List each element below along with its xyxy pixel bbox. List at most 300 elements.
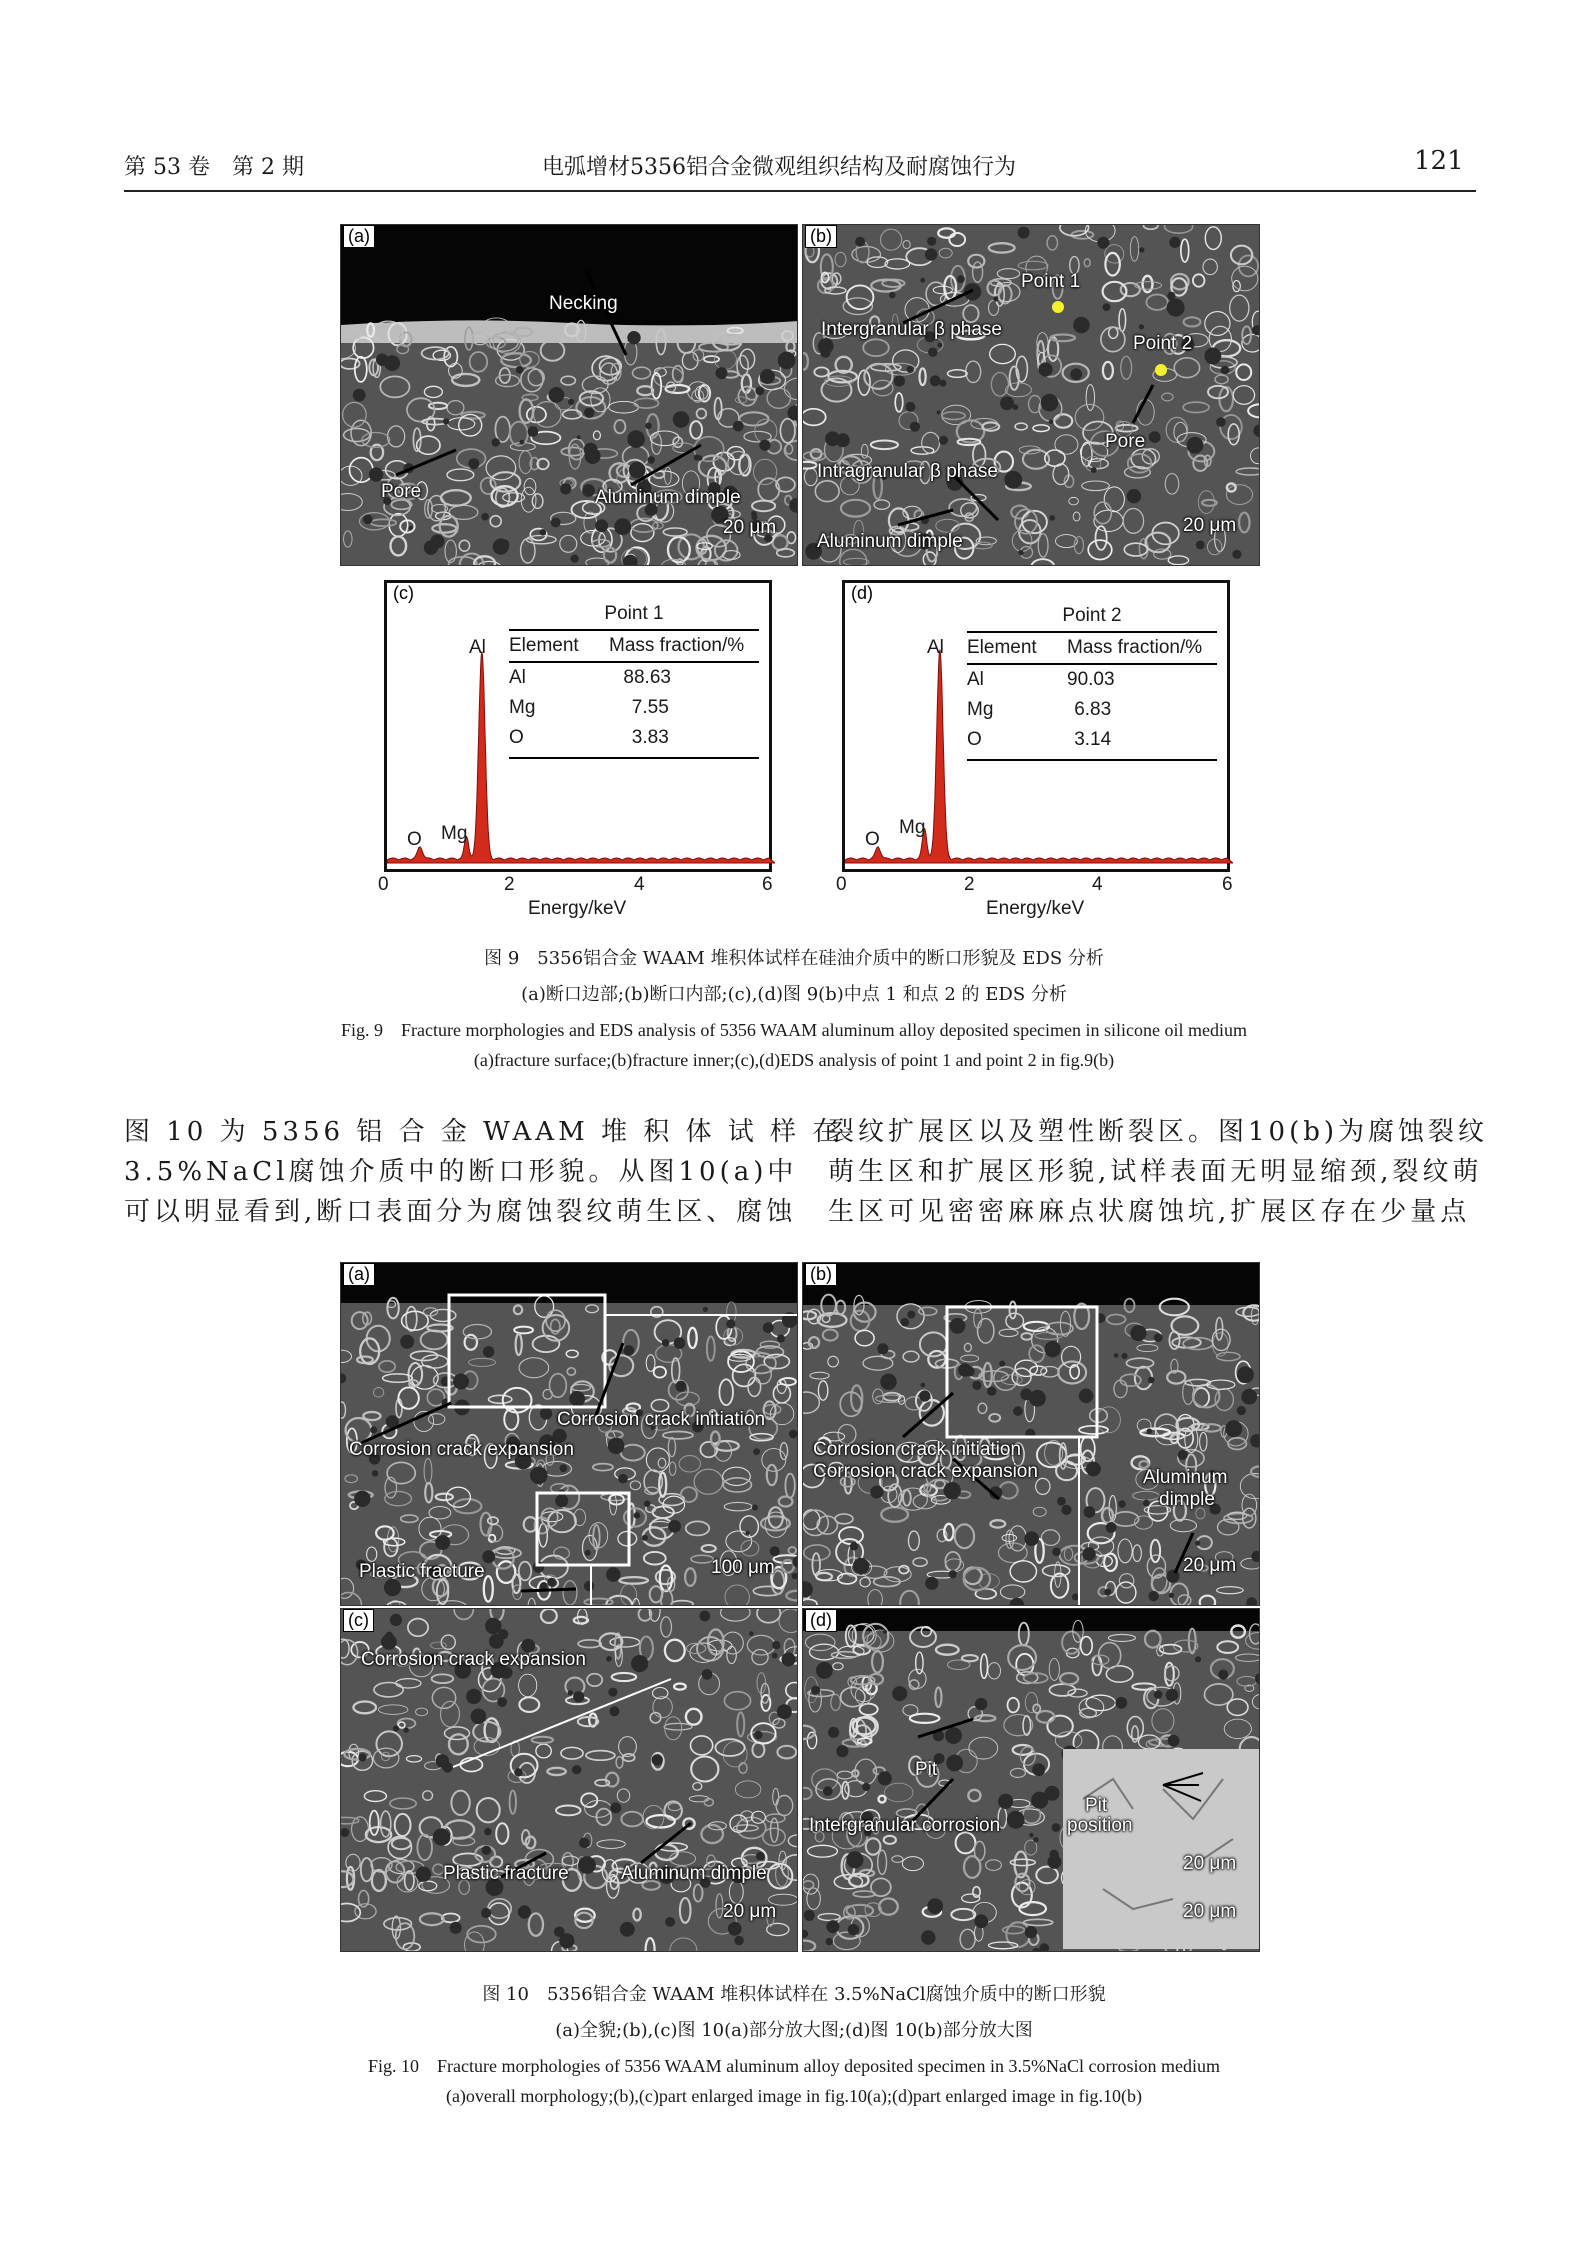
texture-mark xyxy=(1239,513,1249,533)
texture-pit xyxy=(1007,1811,1025,1829)
texture-pit xyxy=(485,1618,501,1634)
fig10-d-scale-inset: 20 μm xyxy=(1183,1853,1237,1874)
fig10-a-texture xyxy=(341,1263,798,1606)
texture-pit xyxy=(907,1311,915,1319)
texture-pit xyxy=(520,440,525,445)
texture-pit xyxy=(369,467,383,481)
texture-mark xyxy=(587,1674,602,1686)
texture-mark xyxy=(1103,362,1113,379)
body-line: 萌生区和扩展区形貌,试样表面无明显缩颈,裂纹萌 xyxy=(828,1157,1483,1187)
texture-mark xyxy=(833,1663,843,1670)
texture-mark xyxy=(548,1510,576,1532)
texture-mark xyxy=(1062,1346,1081,1367)
texture-pit xyxy=(957,275,965,283)
texture-mark xyxy=(803,1510,820,1530)
texture-pit xyxy=(1168,1735,1180,1747)
texture-mark xyxy=(1184,317,1201,326)
texture-pit xyxy=(928,348,937,357)
texture-mark xyxy=(671,1601,693,1606)
texture-pit xyxy=(482,1846,491,1855)
texture-mark xyxy=(395,1814,411,1836)
texture-mark xyxy=(1152,1568,1167,1592)
texture-pit xyxy=(547,1578,556,1587)
fig9-c-tick: 0 xyxy=(378,874,389,895)
texture-pit xyxy=(560,1464,568,1472)
texture-pit xyxy=(1091,467,1097,473)
texture-pit xyxy=(907,366,914,373)
fig9-d-tick: 4 xyxy=(1092,874,1103,895)
texture-mark xyxy=(578,1640,601,1648)
texture-pit xyxy=(1114,1353,1119,1358)
fig9-b-point2: Point 2 xyxy=(1133,333,1193,354)
texture-pit xyxy=(975,1698,987,1710)
texture-pit xyxy=(435,1535,450,1550)
texture-mark xyxy=(1228,424,1239,445)
texture-pit xyxy=(1106,1522,1117,1533)
texture-pit xyxy=(518,1905,531,1918)
texture-mark xyxy=(786,1591,798,1601)
texture-mark xyxy=(1236,364,1251,380)
texture-pit xyxy=(1038,362,1052,376)
texture-pit xyxy=(627,430,645,448)
texture-pit xyxy=(927,1898,943,1914)
texture-pit xyxy=(493,539,509,555)
fig9-sub-zh: (a)断口边部;(b)断口内部;(c),(d)图 9(b)中点 1 和点 2 的 EDS 分析 xyxy=(521,984,1067,1005)
texture-pit xyxy=(778,352,796,370)
texture-pit xyxy=(579,1838,590,1849)
texture-mark xyxy=(1107,1315,1126,1325)
texture-mark xyxy=(864,1634,881,1649)
texture-mark xyxy=(519,1697,539,1712)
texture-pit xyxy=(1167,292,1175,300)
texture-pit xyxy=(549,387,565,403)
texture-mark xyxy=(664,1723,692,1730)
texture-pit xyxy=(370,1426,377,1433)
texture-mark xyxy=(716,1894,723,1918)
fig10-a-label: (a) xyxy=(343,1263,375,1286)
texture-pit xyxy=(999,1361,1005,1367)
texture-mark xyxy=(685,1568,695,1586)
texture-mark xyxy=(966,361,981,382)
texture-pit xyxy=(1115,1697,1127,1709)
texture-pit xyxy=(883,1630,887,1634)
texture-mark xyxy=(913,1558,927,1566)
texture-mark xyxy=(391,536,407,555)
texture-pit xyxy=(569,1391,585,1407)
texture-mark xyxy=(835,1514,853,1524)
texture-mark xyxy=(1239,255,1258,276)
texture-pit xyxy=(1061,1505,1071,1515)
texture-pit xyxy=(1154,1333,1163,1342)
texture-pit xyxy=(878,1771,892,1785)
texture-mark xyxy=(519,1358,549,1378)
fig10-panel-c xyxy=(340,1608,798,1952)
texture-pit xyxy=(862,1783,870,1791)
fig9-c-el: Mg xyxy=(509,697,536,718)
texture-mark xyxy=(964,1343,971,1351)
texture-pit xyxy=(642,479,650,487)
texture-mark xyxy=(429,1414,445,1425)
texture-pit xyxy=(1221,366,1230,375)
texture-mark xyxy=(763,1405,780,1415)
texture-mark xyxy=(1133,1491,1160,1500)
texture-mark xyxy=(803,409,826,426)
texture-mark xyxy=(1010,1561,1036,1582)
texture-pit xyxy=(1195,1656,1201,1662)
texture-mark xyxy=(679,1456,700,1472)
body-line: 裂纹扩展区以及塑性断裂区。图10(b)为腐蚀裂纹 xyxy=(828,1117,1489,1147)
texture-mark xyxy=(432,1674,454,1683)
texture-pit xyxy=(998,1794,1013,1809)
texture-mark xyxy=(528,369,544,385)
texture-mark xyxy=(581,1793,597,1807)
texture-mark xyxy=(514,1327,533,1334)
texture-pit xyxy=(789,498,798,513)
texture-mark xyxy=(814,367,828,376)
texture-mark xyxy=(1200,1596,1215,1606)
fig9-b-point1: Point 1 xyxy=(1021,271,1081,292)
fig10-c-dimple: Aluminum dimple xyxy=(621,1863,767,1884)
texture-pit xyxy=(595,519,608,532)
texture-mark xyxy=(519,1562,531,1581)
texture-pit xyxy=(674,1337,686,1349)
texture-mark xyxy=(341,494,362,511)
texture-mark xyxy=(920,368,926,385)
fig9-b-inter: Intergranular β phase xyxy=(821,319,1002,340)
texture-mark xyxy=(767,388,790,408)
texture-mark xyxy=(1130,237,1138,262)
texture-pit xyxy=(728,1922,742,1936)
texture-pit xyxy=(1232,550,1241,559)
texture-mark xyxy=(1084,259,1090,267)
texture-mark xyxy=(803,1599,817,1606)
texture-mark xyxy=(436,1494,453,1501)
texture-mark xyxy=(644,1552,666,1565)
texture-mark xyxy=(1079,1698,1104,1717)
texture-mark xyxy=(593,1464,613,1471)
fig10-d-label: (d) xyxy=(805,1609,837,1632)
texture-pit xyxy=(826,1920,839,1933)
texture-pit xyxy=(987,1387,996,1396)
texture-mark xyxy=(938,228,955,237)
texture-pit xyxy=(905,402,915,412)
texture-mark xyxy=(767,1465,777,1485)
fig9-c-tick: 2 xyxy=(504,874,515,895)
texture-pit xyxy=(1149,1591,1159,1601)
texture-mark xyxy=(835,252,846,266)
texture-mark xyxy=(556,1806,581,1816)
texture-mark xyxy=(1064,1548,1072,1561)
texture-mark xyxy=(566,1350,578,1357)
texture-mark xyxy=(1025,1840,1037,1855)
texture-mark xyxy=(853,1891,875,1897)
texture-mark xyxy=(948,370,968,378)
texture-pit xyxy=(1130,1325,1146,1341)
texture-mark xyxy=(614,420,625,433)
texture-pit xyxy=(1204,348,1221,365)
texture-mark xyxy=(737,1712,744,1736)
texture-mark xyxy=(1092,1656,1101,1676)
fig9-a-dimple: Aluminum dimple xyxy=(595,487,741,508)
texture-pit xyxy=(746,1531,750,1535)
texture-pit xyxy=(1004,471,1022,489)
fig10-d-scale: 20 μm xyxy=(1183,1901,1237,1922)
texture-mark xyxy=(879,1899,898,1915)
texture-mark xyxy=(868,1590,883,1606)
texture-mark xyxy=(936,1645,959,1655)
texture-mark xyxy=(1123,509,1143,534)
texture-mark xyxy=(654,1367,666,1378)
texture-mark xyxy=(1172,1316,1199,1334)
fig10-b-dimple2: dimple xyxy=(1159,1489,1215,1510)
texture-mark xyxy=(584,1599,612,1606)
fig10-a-scale: 100 μm xyxy=(711,1557,775,1578)
texture-mark xyxy=(669,1462,676,1475)
texture-mark xyxy=(968,1790,980,1801)
texture-pit xyxy=(1032,1763,1045,1776)
texture-mark xyxy=(567,1368,575,1375)
texture-pit xyxy=(673,411,690,428)
texture-mark xyxy=(984,1363,992,1387)
texture-mark xyxy=(988,1663,1001,1679)
header-volume: 第 53 卷 xyxy=(124,155,210,180)
texture-mark xyxy=(467,1926,496,1943)
fig10-panel-d xyxy=(802,1608,1260,1952)
texture-mark xyxy=(630,1481,640,1490)
texture-pit xyxy=(578,1856,596,1874)
texture-mark xyxy=(539,1524,547,1547)
texture-pit xyxy=(540,529,547,536)
fig9-c-val: 3.83 xyxy=(631,727,669,748)
texture-pit xyxy=(471,1709,487,1725)
texture-pit xyxy=(870,1486,883,1499)
texture-mark xyxy=(658,1458,666,1468)
texture-mark xyxy=(621,1445,645,1461)
texture-mark xyxy=(670,1938,697,1952)
texture-mark xyxy=(991,373,1008,397)
texture-mark xyxy=(1151,1540,1160,1562)
texture-mark xyxy=(1018,261,1048,270)
texture-pit xyxy=(1166,1570,1179,1583)
texture-pit xyxy=(372,1470,378,1476)
texture-mark xyxy=(1086,385,1094,411)
texture-mark xyxy=(621,1584,637,1605)
texture-mark xyxy=(831,1694,841,1710)
texture-pit xyxy=(1025,1926,1037,1938)
texture-mark xyxy=(825,287,846,294)
texture-pit xyxy=(945,1727,962,1744)
texture-mark xyxy=(812,1553,820,1575)
fig9-d-label: (d) xyxy=(847,583,877,604)
texture-mark xyxy=(724,1328,743,1346)
body-line: 3.5%NaCl腐蚀介质中的断口形貌。从图10(a)中 xyxy=(124,1157,798,1187)
texture-mark xyxy=(563,1581,577,1606)
texture-pit xyxy=(1097,237,1109,249)
texture-mark xyxy=(432,1687,455,1708)
texture-mark xyxy=(939,248,952,258)
header-rule xyxy=(124,190,1476,192)
texture-pit xyxy=(825,431,840,446)
texture-mark xyxy=(752,1650,768,1665)
texture-pit xyxy=(1187,437,1204,454)
texture-mark xyxy=(909,1531,920,1550)
texture-mark xyxy=(345,1475,358,1483)
texture-pit xyxy=(393,1725,399,1731)
texture-mark xyxy=(764,1401,776,1419)
texture-pit xyxy=(1127,489,1141,503)
texture-pit xyxy=(820,348,830,358)
texture-mark xyxy=(463,1325,491,1339)
texture-mark xyxy=(380,376,409,397)
texture-pit xyxy=(608,1438,625,1455)
texture-mark xyxy=(989,1414,1000,1422)
texture-pit xyxy=(668,1520,681,1533)
texture-mark xyxy=(776,1796,793,1816)
texture-mark xyxy=(1152,1709,1174,1733)
texture-mark xyxy=(809,1337,819,1348)
texture-mark xyxy=(663,1432,693,1439)
texture-pit xyxy=(585,448,601,464)
texture-pit xyxy=(1154,1690,1163,1699)
texture-pit xyxy=(676,1381,687,1392)
texture-mark xyxy=(803,462,817,469)
texture-pit xyxy=(1121,1353,1127,1359)
texture-mark xyxy=(617,1789,629,1802)
texture-mark xyxy=(469,1358,496,1366)
texture-mark xyxy=(1160,1645,1182,1654)
fig10-caption-en: Fig. 10 Fracture morphologies of 5356 WAAM aluminum alloy deposited specimen in 3.5%NaCl corrosion medium xyxy=(367,2056,1221,2076)
texture-pit xyxy=(559,1933,574,1948)
texture-pit xyxy=(528,426,539,437)
texture-pit xyxy=(453,1374,469,1390)
texture-mark xyxy=(808,1845,838,1857)
texture-mark xyxy=(1118,1539,1132,1563)
texture-pit xyxy=(629,462,646,479)
texture-mark xyxy=(707,1337,715,1361)
texture-mark xyxy=(1058,1362,1086,1384)
texture-mark xyxy=(884,1836,896,1844)
texture-mark xyxy=(727,1646,736,1663)
texture-pit xyxy=(634,1512,641,1519)
fig9-c-label: (c) xyxy=(389,583,418,604)
texture-mark xyxy=(546,1310,565,1331)
texture-pit xyxy=(836,1745,848,1757)
fig10-b-label: (b) xyxy=(805,1263,837,1286)
texture-mark xyxy=(1181,239,1189,262)
texture-mark xyxy=(803,1874,819,1894)
texture-mark xyxy=(874,500,890,509)
texture-pit xyxy=(753,1448,760,1455)
body-line: 可以明显看到,断口表面分为腐蚀裂纹萌生区、腐蚀 xyxy=(124,1197,797,1227)
texture-mark xyxy=(1232,266,1258,291)
texture-mark xyxy=(1251,448,1261,464)
texture-mark xyxy=(860,1704,878,1715)
texture-mark xyxy=(990,344,1016,363)
texture-mark xyxy=(1074,537,1083,554)
texture-mark xyxy=(661,1617,672,1637)
fig9-a-label: (a) xyxy=(343,225,375,248)
texture-pit xyxy=(777,1704,792,1719)
texture-mark xyxy=(618,1531,637,1545)
texture-pit xyxy=(610,1803,621,1814)
texture-pit xyxy=(1246,1597,1257,1606)
texture-mark xyxy=(777,549,795,557)
texture-mark xyxy=(1021,1333,1032,1340)
texture-mark xyxy=(374,1748,399,1768)
texture-mark xyxy=(597,1840,625,1849)
texture-mark xyxy=(803,1311,816,1319)
texture-mark xyxy=(981,1654,988,1678)
texture-mark xyxy=(646,1938,655,1952)
texture-mark xyxy=(447,401,464,415)
texture-mark xyxy=(1198,491,1214,514)
texture-mark xyxy=(724,1502,752,1510)
texture-mark xyxy=(1103,282,1127,301)
texture-pit xyxy=(1018,227,1030,239)
texture-mark xyxy=(1174,358,1199,378)
texture-pit xyxy=(1045,1341,1061,1357)
texture-mark xyxy=(376,1526,394,1539)
texture-pit xyxy=(642,1535,648,1541)
texture-mark xyxy=(604,548,616,563)
texture-pit xyxy=(1057,1497,1066,1506)
texture-mark xyxy=(903,240,910,248)
texture-mark xyxy=(860,1578,870,1587)
texture-pit xyxy=(1041,394,1059,412)
texture-pit xyxy=(1039,1943,1049,1952)
fig9-b-pore: Pore xyxy=(1105,431,1146,452)
texture-pit xyxy=(1225,1420,1242,1437)
texture-mark xyxy=(777,1746,796,1759)
texture-mark xyxy=(550,1374,567,1398)
texture-mark xyxy=(459,540,469,551)
texture-mark xyxy=(694,1469,723,1494)
texture-mark xyxy=(1031,559,1054,566)
texture-mark xyxy=(754,459,777,484)
texture-mark xyxy=(496,1823,508,1844)
texture-mark xyxy=(916,1652,923,1674)
texture-pit xyxy=(1241,1389,1257,1405)
texture-mark xyxy=(727,1302,736,1323)
texture-pit xyxy=(846,1851,863,1868)
texture-mark xyxy=(881,1507,908,1522)
texture-pit xyxy=(627,331,640,344)
texture-mark xyxy=(578,1717,598,1726)
texture-mark xyxy=(477,1798,500,1822)
texture-pit xyxy=(568,399,574,405)
texture-mark xyxy=(803,1392,819,1413)
fig10-sub-en: (a)overall morphology;(b),(c)part enlarged image in fig.10(a);(d)part enlarged image in fig.10(b) xyxy=(445,2086,1143,2106)
texture-mark xyxy=(1168,556,1188,565)
texture-mark xyxy=(997,269,1019,279)
texture-mark xyxy=(364,1791,386,1802)
texture-mark xyxy=(534,402,562,428)
texture-mark xyxy=(384,1538,397,1556)
texture-pit xyxy=(608,1688,617,1697)
texture-pit xyxy=(749,1631,754,1636)
texture-mark xyxy=(643,1805,664,1828)
texture-mark xyxy=(1019,1880,1035,1895)
texture-mark xyxy=(1024,1919,1053,1925)
texture-mark xyxy=(899,1566,909,1574)
texture-mark xyxy=(547,1768,565,1775)
texture-mark xyxy=(1119,1574,1133,1588)
texture-pit xyxy=(1148,1377,1155,1384)
texture-mark xyxy=(387,1462,415,1483)
texture-mark xyxy=(715,1739,744,1756)
texture-mark xyxy=(1094,502,1111,524)
fig10-d-inter: Intergranular corrosion xyxy=(809,1815,1001,1836)
